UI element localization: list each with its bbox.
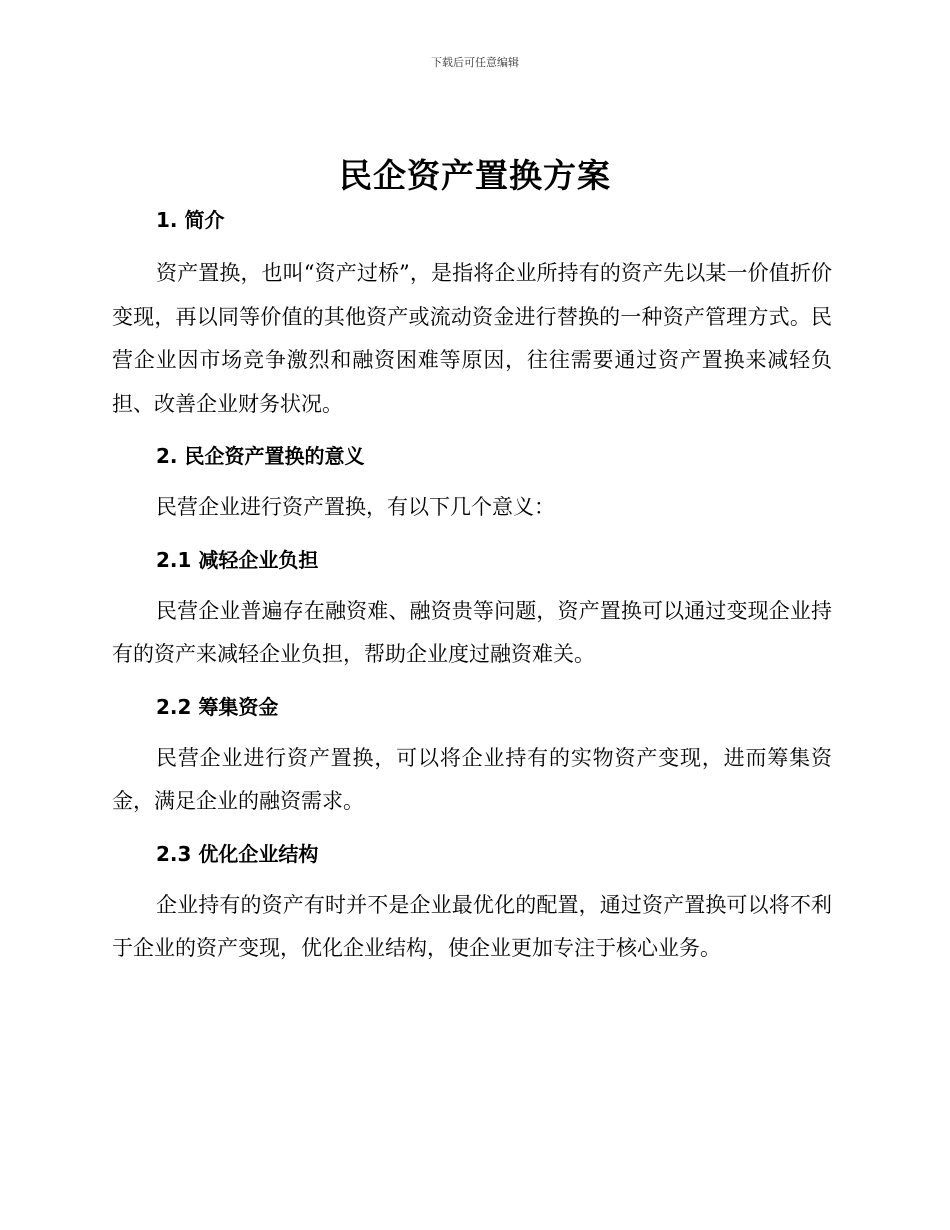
- document-body: [112, 198, 832, 971]
- section-introduction: [112, 198, 832, 426]
- section-paragraph: 民营企业普遍存在融资难、融资贵等问题，资产置换可以通过变现企业持有的资产来减轻企业负担，帮助企业度过融资难关。: [112, 598, 832, 666]
- section-heading: 2.2 筹集资金: [156, 694, 279, 719]
- section-paragraph: 民营企业进行资产置换，有以下几个意义：: [156, 495, 555, 519]
- section-paragraph: 民营企业进行资产置换，可以将企业持有的实物资产变现，进而筹集资金，满足企业的融资需求。: [112, 745, 832, 813]
- section-heading: 2. 民企资产置换的意义: [156, 444, 365, 468]
- section-paragraph: 企业持有的资产有时并不是企业最优化的配置，通过资产置换可以将不利于企业的资产变现，优化企业结构，使企业更加专注于核心业务。: [112, 892, 832, 960]
- section-heading: 1. 简介: [156, 208, 225, 232]
- section-significance: [112, 434, 832, 530]
- header-note: 下载后可任意编辑: [431, 56, 519, 69]
- section-optimize-structure: [112, 832, 832, 971]
- section-raise-funds: [112, 685, 832, 824]
- section-heading: 2.3 优化企业结构: [156, 841, 319, 866]
- section-heading: 2.1 减轻企业负担: [156, 547, 319, 572]
- document-title: 民企资产置换方案: [339, 156, 611, 195]
- section-reduce-burden: [112, 538, 832, 677]
- section-paragraph: 资产置换，也叫“资产过桥”，是指将企业所持有的资产先以某一价值折价变现，再以同等价值的其他资产或流动资金进行替换的一种资产管理方式。民营企业因市场竞争激烈和融资困难等原因，往往需要通过资产置换来减轻负担、改善企业财务状况。: [112, 261, 832, 416]
